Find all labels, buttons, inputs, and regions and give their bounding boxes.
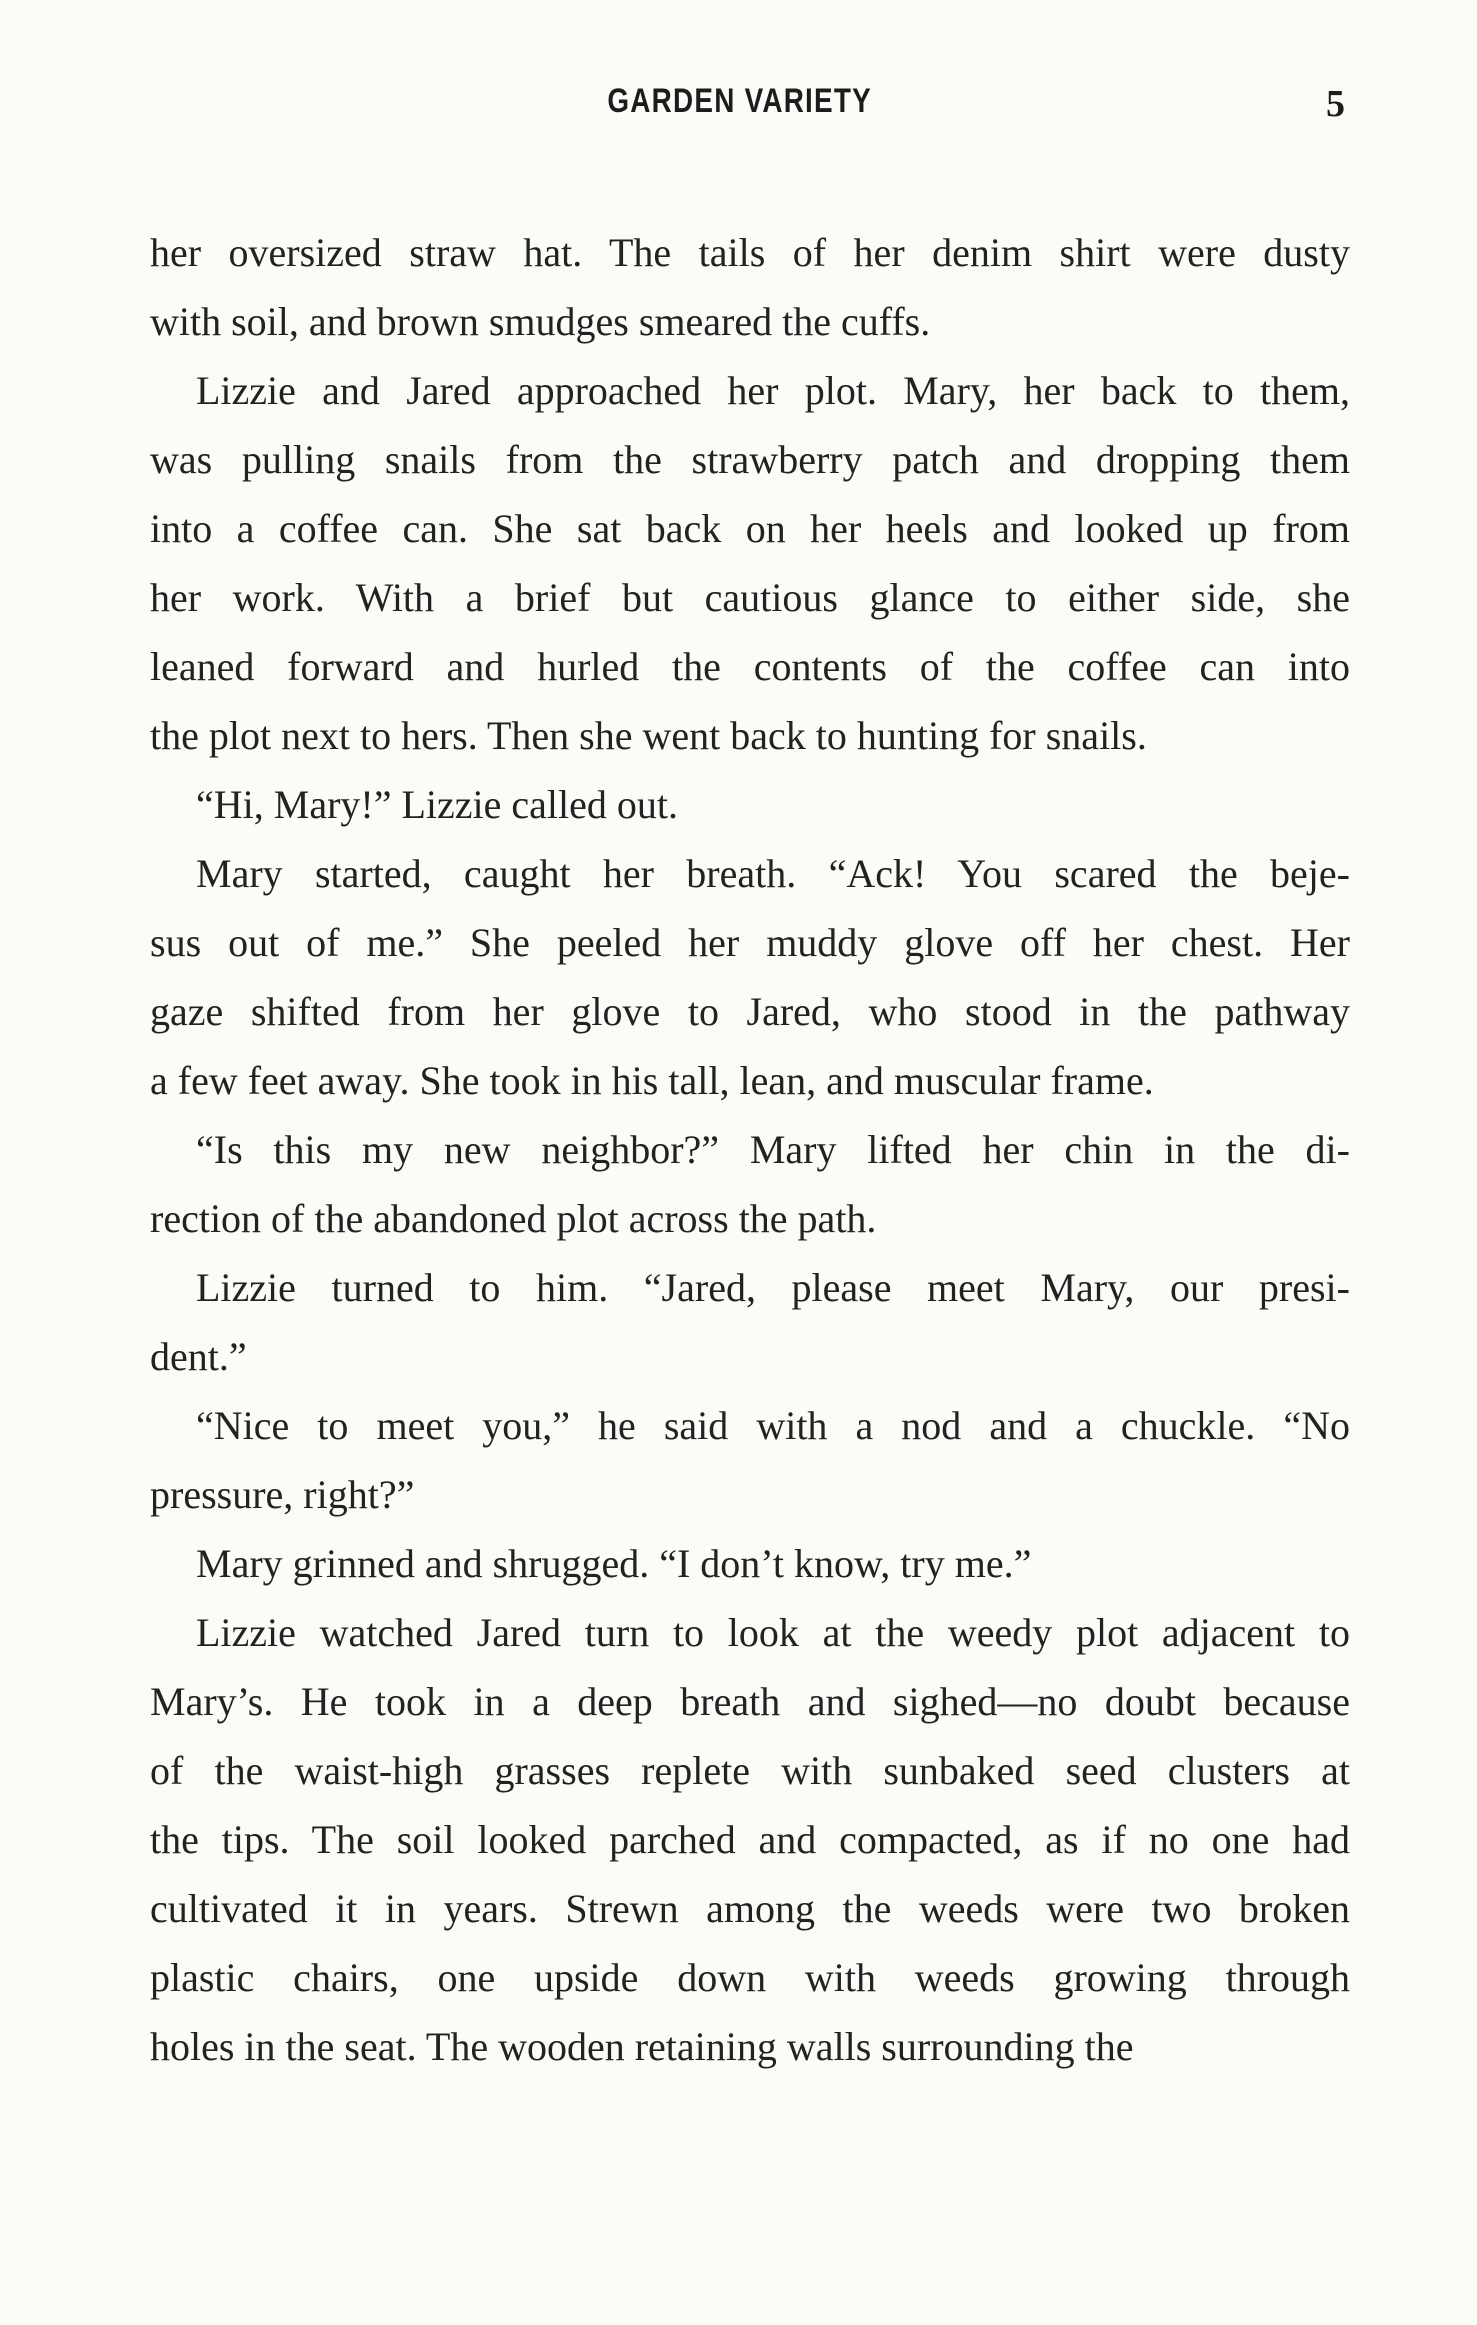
text-line: the tips. The soil looked parched and compacted, as if no one had: [150, 1817, 1350, 1862]
text-line: “Is this my new neighbor?” Mary lifted her chin in the di-: [196, 1127, 1350, 1172]
text-line: dent.”: [150, 1334, 247, 1379]
text-line: Lizzie turned to him. “Jared, please meet Mary, our presi-: [196, 1265, 1350, 1310]
text-line: rection of the abandoned plot across the path.: [150, 1196, 877, 1241]
page-number: 5: [1326, 83, 1345, 125]
text-line: the plot next to hers. Then she went back to hunting for snails.: [150, 713, 1147, 758]
text-line: sus out of me.” She peeled her muddy glove off her chest. Her: [150, 920, 1350, 965]
text-line: was pulling snails from the strawberry patch and dropping them: [150, 437, 1350, 482]
text-line: Mary’s. He took in a deep breath and sighed—no doubt because: [150, 1679, 1350, 1724]
text-line: Lizzie and Jared approached her plot. Mary, her back to them,: [196, 368, 1350, 413]
text-line: into a coffee can. She sat back on her heels and looked up from: [150, 506, 1350, 551]
text-line: Mary grinned and shrugged. “I don’t know, try me.”: [196, 1541, 1032, 1586]
text-line: cultivated it in years. Strewn among the weeds were two broken: [150, 1886, 1350, 1931]
running-title: GARDEN VARIETY: [607, 82, 872, 120]
text-line: a few feet away. She took in his tall, lean, and muscular frame.: [150, 1058, 1154, 1103]
running-head: [0, 82, 1477, 132]
text-line: plastic chairs, one upside down with weeds growing through: [150, 1955, 1350, 2000]
text-line: Mary started, caught her breath. “Ack! You scared the beje-: [196, 851, 1350, 896]
text-line: of the waist-high grasses replete with sunbaked seed clusters at: [150, 1748, 1350, 1793]
text-line: leaned forward and hurled the contents of the coffee can into: [150, 644, 1350, 689]
text-line: “Hi, Mary!” Lizzie called out.: [196, 782, 678, 827]
text-line: “Nice to meet you,” he said with a nod and a chuckle. “No: [196, 1403, 1350, 1448]
text-line: gaze shifted from her glove to Jared, who stood in the pathway: [150, 989, 1350, 1034]
text-line: her work. With a brief but cautious glance to either side, she: [150, 575, 1350, 620]
text-line: pressure, right?”: [150, 1472, 415, 1517]
text-line: with soil, and brown smudges smeared the cuffs.: [150, 299, 931, 344]
body-text: [150, 218, 1350, 2081]
text-line: her oversized straw hat. The tails of her denim shirt were dusty: [150, 230, 1350, 275]
text-line: holes in the seat. The wooden retaining walls surrounding the: [150, 2024, 1134, 2069]
text-line: Lizzie watched Jared turn to look at the weedy plot adjacent to: [196, 1610, 1350, 1655]
